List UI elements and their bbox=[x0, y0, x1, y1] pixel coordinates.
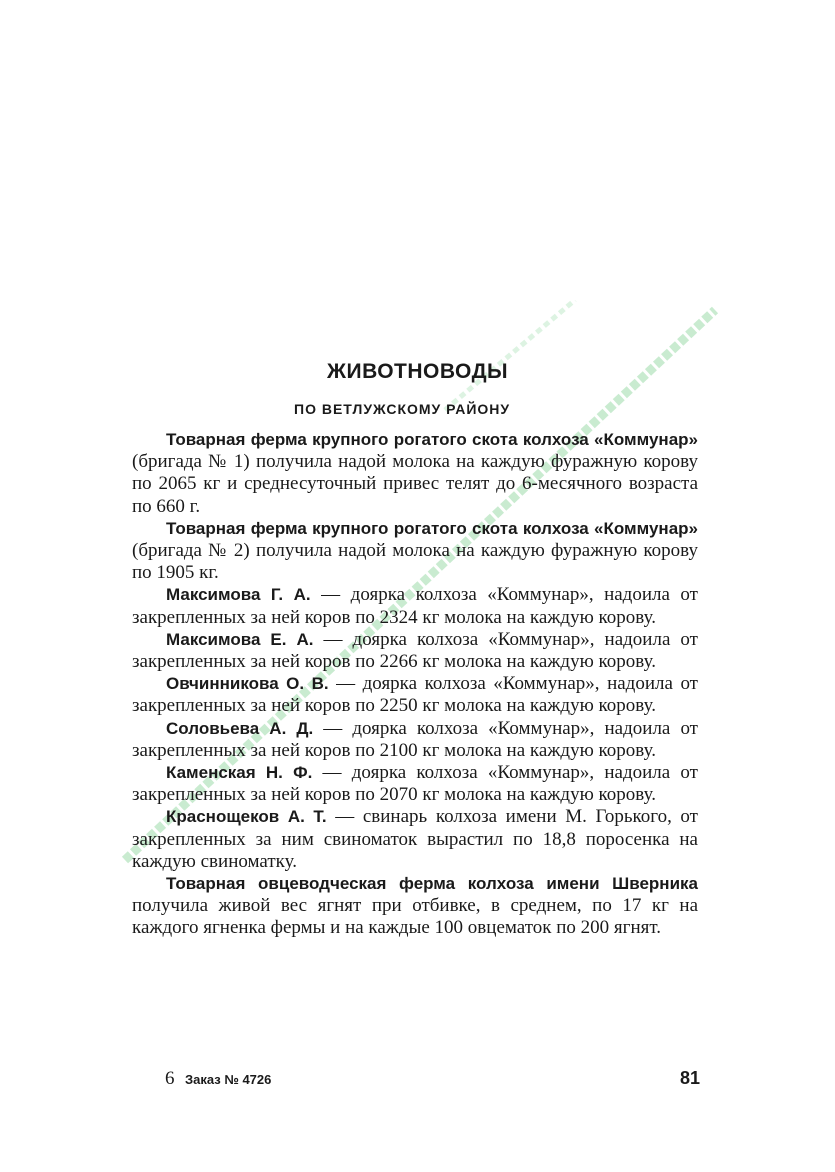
entry-paragraph bbox=[132, 873, 698, 940]
section-title: ЖИВОТНОВОДЫ bbox=[327, 360, 509, 383]
entry-body: — доярка колхоза «Коммунар», надоила от закрепленных за ней коров по 2266 кг молока на каждую корову. bbox=[132, 628, 698, 673]
page-text bbox=[132, 357, 698, 940]
entry-paragraph bbox=[132, 518, 698, 585]
entry-lead: Соловьева А. Д. bbox=[166, 718, 314, 738]
entry-body: получила живой вес ягнят при отбивке, в среднем, по 17 кг на каждого ягненка фермы и на каждые 100 овцематок по 200 ягнят. bbox=[132, 895, 698, 939]
entry-body: — доярка колхоза «Коммунар», надоила от закрепленных за ней коров по 2250 кг молока на каждую корову. bbox=[132, 673, 698, 717]
section-subtitle: ПО ВЕТЛУЖСКОМУ РАЙОНУ bbox=[294, 401, 511, 417]
entry-body: — доярка колхоза «Коммунар», надоила от закрепленных за ней коров по 2100 кг молока на каждую корову. bbox=[132, 717, 698, 761]
page-number: 81 bbox=[679, 1068, 700, 1088]
entry-lead: Максимова Г. А. bbox=[166, 585, 311, 605]
entry-paragraph bbox=[132, 673, 698, 717]
entry-paragraph bbox=[132, 584, 698, 628]
entry-body: — доярка колхоза «Коммунар», надоила от закрепленных за ней коров по 2070 кг молока на каждую корову. bbox=[132, 762, 698, 806]
entry-lead: Товарная ферма крупного рогатого скота колхоза «Коммунар» bbox=[166, 430, 698, 449]
entry-body: — доярка колхоза «Коммунар», надоила от закрепленных за ней коров по 2324 кг молока на каждую корову. bbox=[132, 584, 698, 628]
entry-lead: Товарная овцеводческая ферма колхоза имени Шверника bbox=[166, 874, 698, 894]
entry-paragraph bbox=[132, 762, 698, 806]
entry-lead: Краснощеков А. Т. bbox=[166, 807, 327, 827]
entry-body: (бригада № 1) получила надой молока на каждую фуражную корову по 2065 кг и среднесуточный привес телят до 6-месячного возраста по 660 г. bbox=[132, 451, 698, 517]
entry-paragraph bbox=[132, 429, 698, 518]
order-label: Заказ № 4726 bbox=[185, 1072, 272, 1087]
signature-number: 6 bbox=[165, 1068, 175, 1089]
entry-lead: Овчинникова О. В. bbox=[166, 674, 329, 694]
entry-body: (бригада № 2) получила надой молока на каждую фуражную корову по 1905 кг. bbox=[132, 540, 698, 584]
entry-paragraph bbox=[132, 718, 698, 762]
entry-paragraph bbox=[132, 629, 698, 673]
entry-body: — свинарь колхоза имени М. Горького, от закрепленных за ним свиноматок вырастил по 18,8 поросенка на каждую свиноматку. bbox=[132, 806, 698, 872]
entry-lead: Максимова Е. А. bbox=[166, 629, 314, 649]
entry-lead: Товарная ферма крупного рогатого скота колхоза «Коммунар» bbox=[166, 518, 698, 538]
entry-lead: Каменская Н. Ф. bbox=[166, 763, 313, 783]
page-footer bbox=[165, 1068, 700, 1092]
entry-paragraph bbox=[132, 806, 698, 873]
